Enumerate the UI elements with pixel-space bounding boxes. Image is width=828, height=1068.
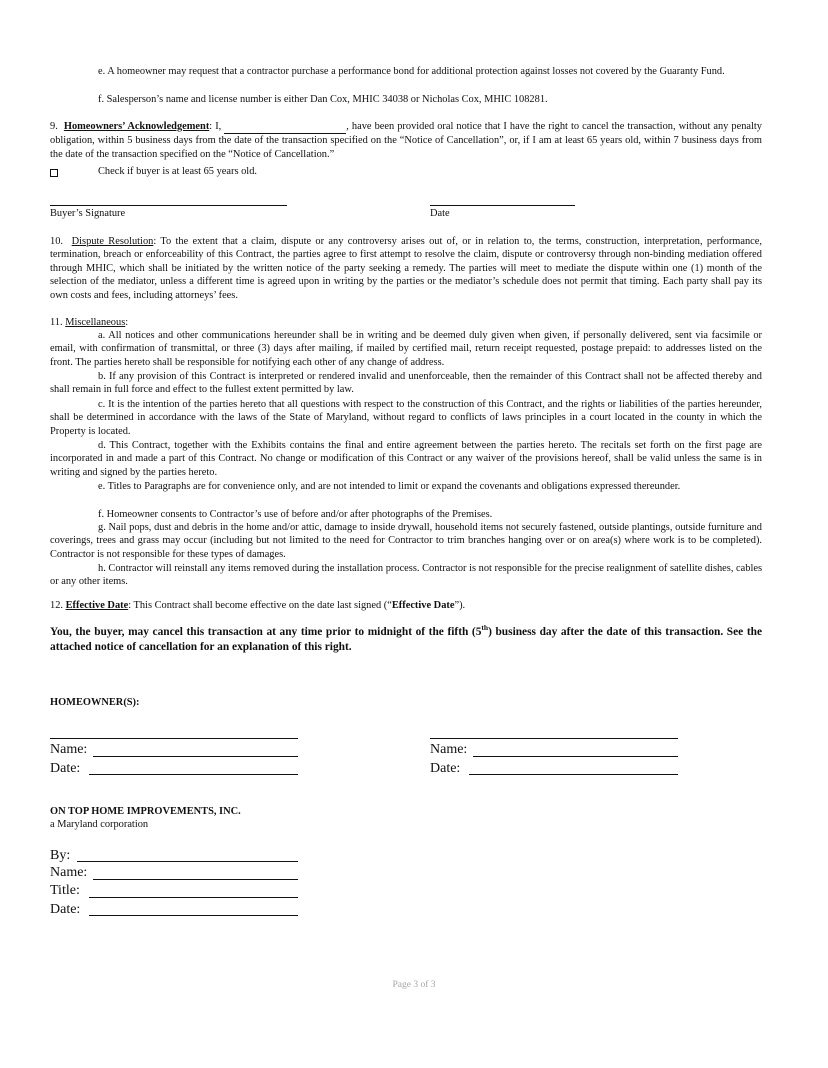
section-12-heading: Effective Date [65,600,129,611]
senior-checkbox[interactable] [50,169,58,177]
section-11-item-d: d. This Contract, together with the Exhibits contains the final and entire agreement between the parties hereto. The recitals set forth on the first page are incorporated in and made a part of this Contract. No change or modification of this Contract or any waiver of the provisions hereof, shall be valid unless the same is in writing and signed by the parties hereto. [50,440,762,478]
homeowner-2-name-label: Name: [430,742,468,757]
section-9-acknowledgement: 9. Homeowners’ Acknowledgement: I, , have been provided oral notice that I have the right to cancel the transaction, without any penalty obligation, within 5 business days from the date of the transaction specified on the “Notice of Cancellation”, or, if I am at least 65 years old, within 7 business days from the date of the transaction specified on the “Notice of Cancellation.” [50,121,762,160]
cancellation-notice: You, the buyer, may cancel this transaction at any time prior to midnight of the fifth (5th) business day after the date of this transaction. See the attached notice of cancellation for an explanation of this right. [50,623,762,653]
company-date-label: Date: [50,902,81,917]
company-title-field[interactable] [89,897,298,898]
company-name-label: Name: [50,865,88,880]
section-11-item-a: a. All notices and other communications hereunder shall be in writing and be deemed duly given when given, if personally delivered, sent via facsimile or email, with confirmation of transmittal, or three (3) days after mailing, if mailed by certified mail, return receipt requested, postage prepaid: to addresses listed on the front. The parties hereto shall be responsible for notifying each other of any change of address. [50,330,762,368]
senior-checkbox-label: Check if buyer is at least 65 years old. [98,166,257,177]
section-9-heading: Homeowners’ Acknowledgement [63,121,210,132]
homeowner-1-date-label: Date: [50,761,81,776]
company-by-field[interactable] [77,861,298,862]
homeowner-2-date-label: Date: [430,761,461,776]
section-11-item-c: c. It is the intention of the parties hereto that all questions with respect to the construction of this Contract, and the rights or liabilities of the parties hereunder, shall be determined in accordance with the laws of the State of Maryland, without regard to conflicts of laws principles in a court located in the county in which the Property is located. [50,399,762,437]
homeowner-name-blank[interactable] [224,120,346,134]
company-title-label: Title: [50,883,80,898]
company-name-field[interactable] [93,879,298,880]
section-11-item-e: e. Titles to Paragraphs are for convenience only, and are not intended to limit or expand the covenants and obligations expressed thereunder. [98,481,681,492]
homeowner-2-date-field[interactable] [469,774,678,775]
homeowner-2-signature-line[interactable] [430,738,678,739]
item-f-salesperson: f. Salesperson’s name and license number is either Dan Cox, MHIC 34038 or Nicholas Cox, MHIC 108281. [98,94,548,105]
company-subtitle: a Maryland corporation [50,819,149,830]
item-e-bond: e. A homeowner may request that a contractor purchase a performance bond for additional protection against losses not covered by the Guaranty Fund. [98,66,725,77]
homeowners-heading: HOMEOWNER(S): [50,697,140,708]
company-name: ON TOP HOME IMPROVEMENTS, INC. [50,806,241,817]
buyer-signature-label: Buyer’s Signature [50,208,126,219]
section-11-item-b: b. If any provision of this Contract is interpreted or rendered invalid and unenforceable, then the remainder of this Contract shall not be affected thereby and shall remain in full force and effect to the fullest extent permitted by law. [50,371,762,396]
senior-checkbox-row [50,166,60,179]
section-10-dispute-resolution: 10. Dispute Resolution: To the extent that a claim, dispute or any controversy arises out of, or in relation to, the terms, construction, interpretation, performance, termination, breach or enforceability of this Contract, the parties agree to first attempt to resolve the claim, dispute or controversy through non-binding mediation offered through MHIC, which shall be initiated by the written notice of the party seeking a remedy. The parties will meet to mediate the dispute within one (1) month of the selection of the mediator, unless a different time is agreed upon in writing by the parties or the mediator’s schedule does not permit that timing. Each party shall pay its own costs and fees, including attorneys’ fees. [50,236,763,301]
section-11-item-h: h. Contractor will reinstall any items removed during the installation process. Contractor is not responsible for the precise realignment of satellite dishes, cables or any other items. [50,563,762,588]
homeowner-1-signature-line[interactable] [50,738,298,739]
section-11-item-g: g. Nail pops, dust and debris in the home and/or attic, damage to inside drywall, household items not securely fastened, outside plantings, outside furniture and coverings, trees and grass may occur (including but not limited to the need for Contractor to trim branches hanging over or on area(s) where work is to be completed). Contractor is not responsible for these types of damages. [50,522,762,560]
section-10-heading: Dispute Resolution [71,236,154,247]
homeowner-1-name-label: Name: [50,742,88,757]
section-11-heading: Miscellaneous [65,317,126,328]
company-by-label: By: [50,848,71,863]
homeowner-1-name-field[interactable] [93,756,298,757]
section-11-item-f: f. Homeowner consents to Contractor’s use of before and/or after photographs of the Premises. [98,509,493,520]
section-11-heading-row: 11. Miscellaneous: [50,317,129,328]
homeowner-2-name-field[interactable] [473,756,678,757]
homeowner-1-date-field[interactable] [89,774,298,775]
section-12-effective-date: 12. Effective Date: This Contract shall become effective on the date last signed (“Effective Date”). [50,600,466,611]
buyer-date-label: Date [430,208,450,219]
page-number: Page 3 of 3 [392,980,436,990]
buyer-signature-line[interactable] [50,205,287,206]
buyer-date-line[interactable] [430,205,575,206]
company-date-field[interactable] [89,915,298,916]
